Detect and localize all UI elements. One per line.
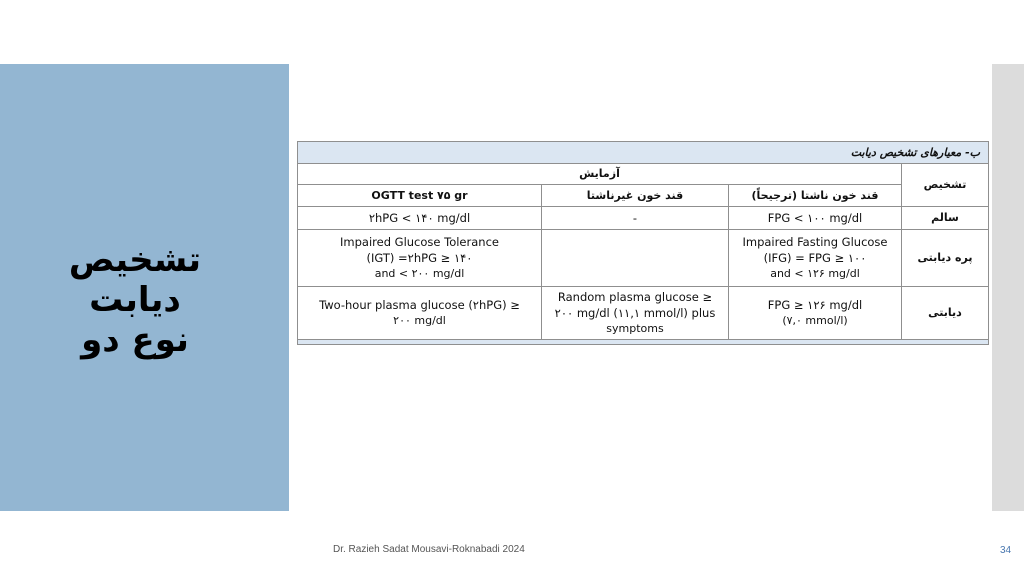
- header-test: آزمایش: [298, 164, 902, 185]
- cell-healthy-random: [542, 206, 729, 229]
- cell-text: FPG ≥ ۱۲۶ mg/dl: [767, 298, 863, 313]
- criteria-table-container: [297, 141, 988, 345]
- cell-diabetic-fasting: [729, 287, 902, 340]
- header-row-1: [298, 164, 989, 185]
- cell-text: Impaired Glucose Tolerance: [340, 235, 499, 250]
- cell-healthy-fasting: [729, 206, 902, 229]
- row-label-diabetic: دیابتی: [902, 287, 989, 340]
- cell-healthy-ogtt: [298, 206, 542, 229]
- slide-title: [20, 240, 250, 360]
- cell-text: ۲hPG < ۱۴۰ mg/dl: [368, 210, 471, 225]
- cell-prediabetic-fasting: [729, 229, 902, 287]
- table-row-diabetic: [298, 287, 989, 340]
- header-diagnosis: تشخیص: [902, 164, 989, 206]
- row-label-prediabetic: پره دیابتی: [902, 229, 989, 287]
- cell-diabetic-random: [542, 287, 729, 340]
- table-caption: ب- معیارهای تشخیص دیابت: [298, 142, 989, 164]
- cell-text: (IGT) =۲hPG ≥ ۱۴۰: [366, 251, 473, 266]
- cell-text: Two-hour plasma glucose (۲hPG) ≥: [319, 298, 520, 313]
- cell-text: and < ۲۰۰ mg/dl: [374, 267, 465, 281]
- cell-text: (۷,۰ mmol/l): [782, 314, 848, 328]
- cell-text: (IFG) = FPG ≥ ۱۰۰: [763, 251, 867, 266]
- cell-text: and < ۱۲۶ mg/dl: [770, 267, 860, 281]
- right-decor-strip: [992, 64, 1024, 511]
- cell-text: Random plasma glucose ≥: [557, 290, 713, 305]
- cell-text: ۲۰۰ mg/dl (۱۱,۱ mmol/l) plus: [554, 306, 716, 321]
- header-random: قند خون غیرناشتا: [542, 185, 729, 206]
- cell-text: symptoms: [606, 322, 664, 336]
- cell-diabetic-ogtt: [298, 287, 542, 340]
- cell-text: ۲۰۰ mg/dl: [393, 314, 446, 328]
- table-caption-row: [298, 142, 989, 164]
- header-row-2: [298, 185, 989, 206]
- header-ogtt: [298, 185, 542, 206]
- table-row-healthy: [298, 206, 989, 229]
- cell-text: FPG < ۱۰۰ mg/dl: [767, 210, 863, 225]
- footer-author: Dr. Razieh Sadat Mousavi-Roknabadi 2024: [333, 544, 525, 555]
- page-number: 34: [1000, 545, 1012, 556]
- cell-text: Impaired Fasting Glucose: [742, 235, 888, 250]
- table-bottom-band: [298, 339, 989, 344]
- slide-title-line2: نوع دو: [81, 320, 189, 360]
- row-label-healthy: سالم: [902, 206, 989, 229]
- header-ogtt-text: OGTT test ۷۵ gr: [371, 188, 468, 202]
- cell-prediabetic-random: [542, 229, 729, 287]
- slide-title-line1: تشخیص دیابت: [68, 240, 202, 320]
- diabetes-criteria-table: [297, 141, 989, 345]
- cell-prediabetic-ogtt: [298, 229, 542, 287]
- table-row-prediabetic: [298, 229, 989, 287]
- header-fasting: قند خون ناشتا (ترجیحاً): [729, 185, 902, 206]
- cell-text: -: [632, 210, 638, 225]
- table-bottom-band-cell: [298, 339, 989, 344]
